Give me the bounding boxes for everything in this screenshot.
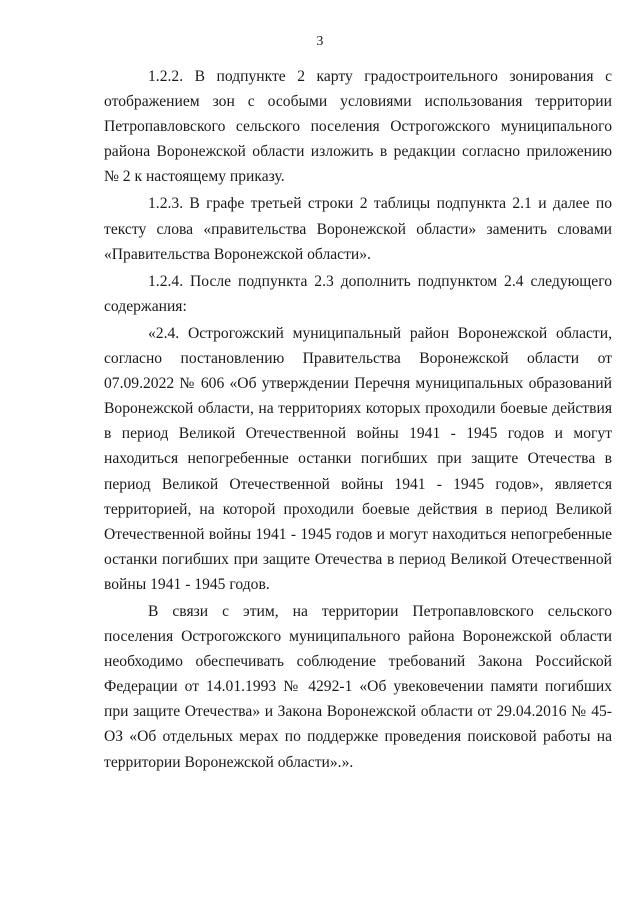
paragraph-1-2-3: 1.2.3. В графе третьей строки 2 таблицы подпункта 2.1 и далее по тексту слова «правительства Воронежской области» заменить словами «Правительства Воронежской области». <box>104 195 612 263</box>
document-body <box>104 64 612 775</box>
paragraph-conclusion: В связи с этим, на территории Петропавловского сельского поселения Острогожского муниципального района Воронежской области необходимо обеспечивать соблюдение требований Закона Российской Федерации от 14.01.1993 № 4292-1 «Об увековечении памяти погибших при защите Отечества» и Закона Воронежской области от 29.04.2016 № 45-ОЗ «Об отдельных мерах по поддержке проведения поисковой работы на территории Воронежской области».». <box>104 602 612 771</box>
paragraph-1-2-2: 1.2.2. В подпункте 2 карту градостроительного зонирования с отображением зон с особыми условиями использования территории Петропавловского сельского поселения Острогожского муниципального района Воронежской области изложить в редакции согласно приложению № 2 к настоящему приказу. <box>104 68 612 186</box>
page-number: 3 <box>316 34 324 49</box>
paragraph-2-4-quote: «2.4. Острогожский муниципальный район Воронежской области, согласно постановлению Правительства Воронежской области от 07.09.2022 № 606 «Об утверждении Перечня муниципальных образований Воронежской области, на территориях которых проходили боевые действия в период Великой Отечественной войны 1941 - 1945 годов и могут находиться непогребенные останки погибших при защите Отечества в период Великой Отечественной войны 1941 - 1945 годов», является территорией, на которой проходили боевые действия в период Великой Отечественной войны 1941 - 1945 годов и могут находиться непогребенные останки погибших при защите Отечества в период Великой Отечественной войны 1941 - 1945 годов. <box>104 324 612 593</box>
paragraph-1-2-4: 1.2.4. После подпункта 2.3 дополнить подпунктом 2.4 следующего содержания: <box>104 272 612 315</box>
